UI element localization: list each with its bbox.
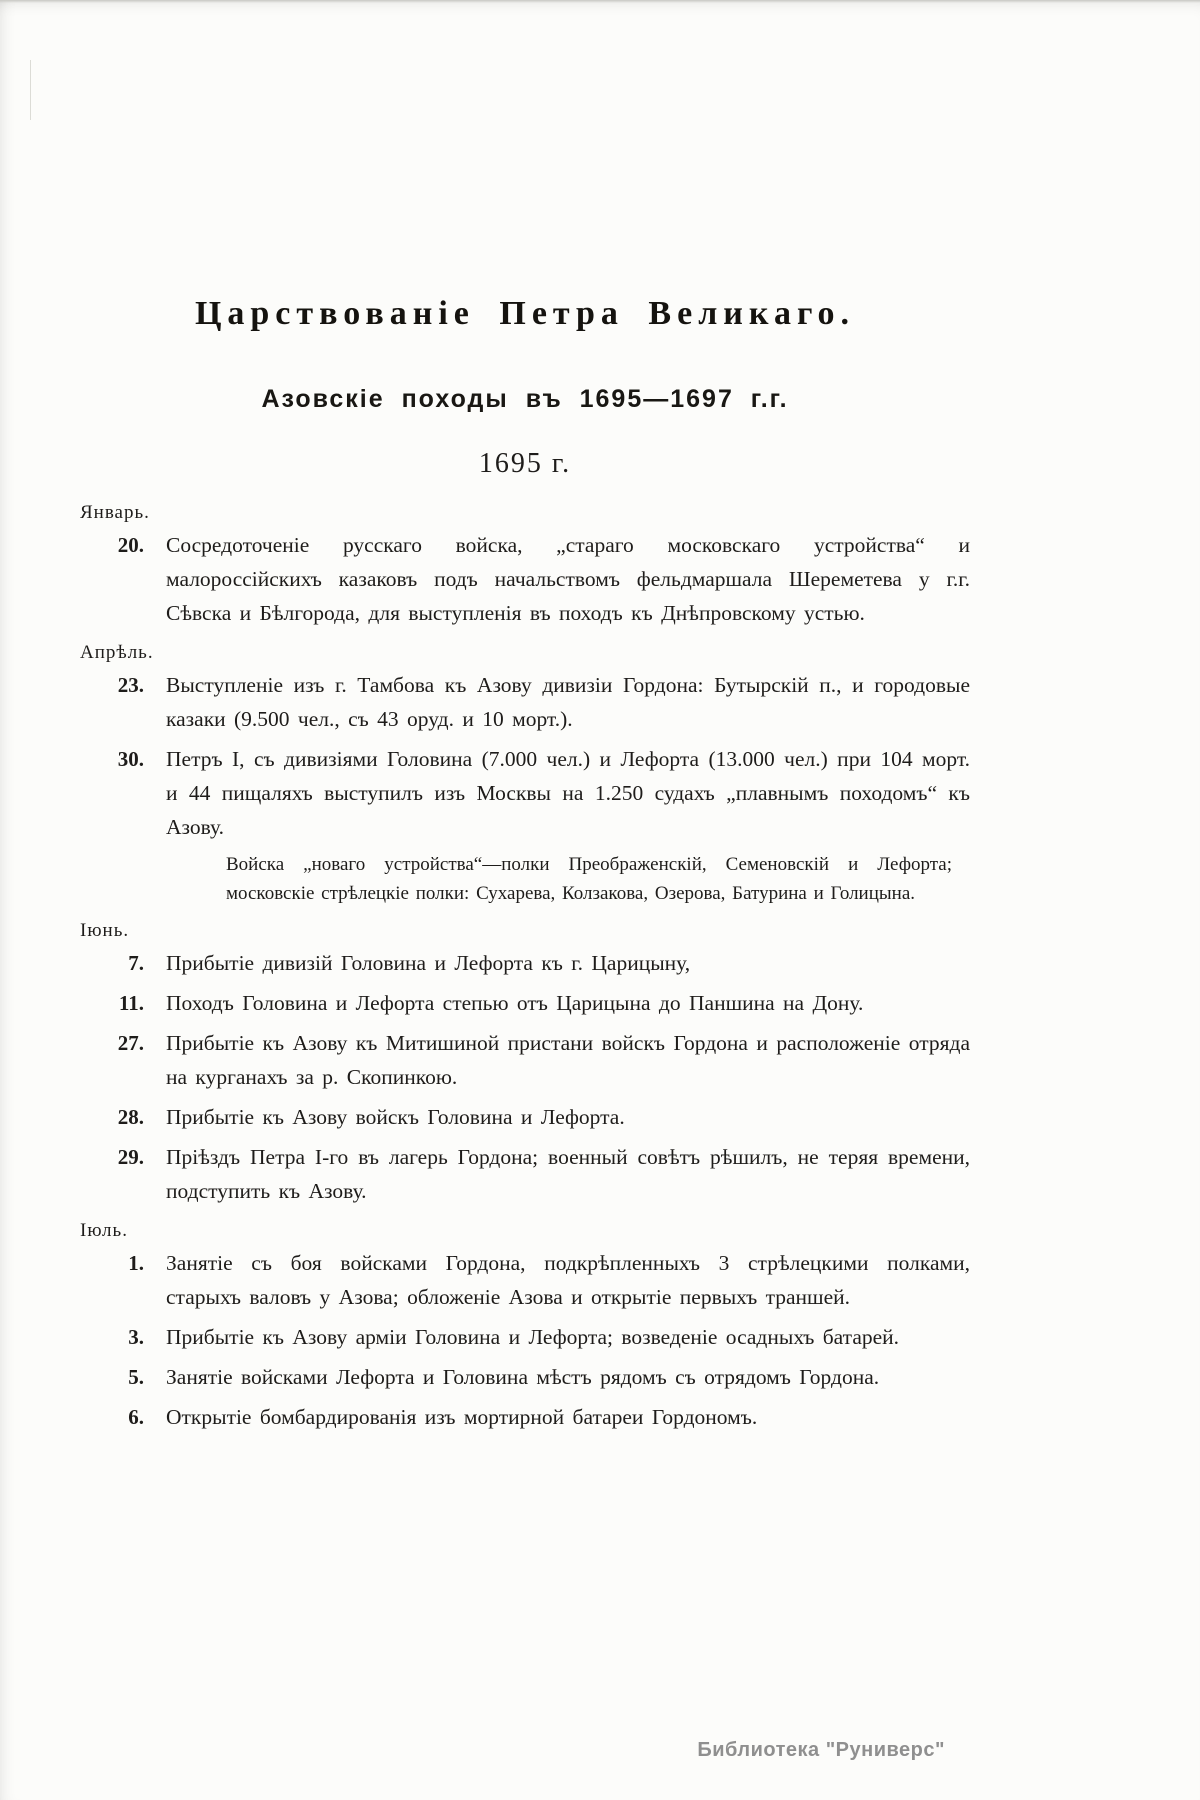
entry-day: 7. [128,951,144,975]
entry-day: 20. [117,533,144,557]
entry-day: 5. [128,1365,144,1389]
entry-day: 23. [117,673,144,697]
entry-text: Походъ Головина и Лефорта степью отъ Царицына до Паншина на Дону. [166,991,864,1015]
entry-day: 1. [128,1251,144,1275]
entry-row [80,1246,970,1314]
month-label: Іюль. [80,1220,128,1241]
entry-text: Выступленіе изъ г. Тамбова къ Азову дивизіи Гордона: Бутырскій п., и городовые казаки (9.500 чел., съ 43 оруд. и 10 морт.). [166,673,970,731]
month-section [80,642,970,908]
entry-row [80,986,970,1020]
entry-text: Прибытіе къ Азову войскъ Головина и Лефорта. [166,1105,625,1129]
entry-day: 30. [117,747,144,771]
entry-text: Петръ I, съ дивизіями Головина (7.000 чел.) и Лефорта (13.000 чел.) при 104 морт. и 44 пищаляхъ выступилъ изъ Москвы на 1.250 судахъ „плавнымъ походомъ“ къ Азову. [166,747,970,839]
entry-row [80,668,970,736]
entry-row [80,742,970,844]
scan-edge-top [0,0,1200,3]
entry-day: 29. [117,1145,144,1169]
entry-text: Пріѣздъ Петра I-го въ лагерь Гордона; военный совѣтъ рѣшилъ, не теряя времени, подступить къ Азову. [166,1145,970,1203]
page-title: Царствованіе Петра Великаго. [194,295,856,332]
entry-row [80,528,970,630]
entry-row [80,1140,970,1208]
entry-text: Занятіе съ боя войсками Гордона, подкрѣпленныхъ 3 стрѣлецкими полками, старыхъ валовъ у Азова; обложеніе Азова и открытіе первыхъ траншей. [166,1251,970,1309]
entry-text: Занятіе войсками Лефорта и Головина мѣстъ рядомъ съ отрядомъ Гордона. [166,1365,880,1389]
sections [80,502,970,1434]
month-label: Январь. [80,502,150,523]
entry-row [80,1400,970,1434]
entry-day: 27. [117,1031,144,1055]
entry-day: 11. [118,991,144,1015]
entry-list [80,668,970,908]
month-section [80,502,970,630]
scan-edge-left [30,60,31,120]
month-label: Іюнь. [80,920,130,941]
month-label: Апрѣль. [80,642,154,663]
entry-row [80,1100,970,1134]
entry-day: 6. [128,1405,144,1429]
entry-row [80,1360,970,1394]
month-section [80,920,970,1208]
entry-row [80,946,970,980]
entry-day: 3. [128,1325,144,1349]
entry-row [80,1320,970,1354]
page-subtitle: Азовскіе походы въ 1695—1697 г.г. [261,385,789,413]
entry-text: Прибытіе къ Азову арміи Головина и Лефорта; возведеніе осадныхъ батарей. [166,1325,900,1349]
entry-day: 28. [117,1105,144,1129]
month-section [80,1220,970,1434]
year-heading: 1695 г. [478,448,572,479]
entry-text: Открытіе бомбардированія изъ мортирной батареи Гордономъ. [166,1405,758,1429]
entry-list [80,946,970,1208]
entry-row [80,1026,970,1094]
page-content [80,295,970,1440]
footer-watermark: Библиотека "Руниверс" [697,1739,945,1761]
entry-note: Войска „новаго устройства“—полки Преображенскій, Семеновскій и Лефорта; московскіе стрѣлецкіе полки: Сухарева, Колзакова, Озерова, Батурина и Голицына. [226,854,952,904]
entry-list [80,528,970,630]
entry-text: Сосредоточеніе русскаго войска, „стараго московскаго устройства“ и малороссійскихъ казаковъ подъ начальствомъ фельдмаршала Шереметева у г.г. Сѣвска и Бѣлгорода, для выступленія въ походъ къ Днѣпровскому устью. [166,533,970,625]
entry-text: Прибытіе дивизій Головина и Лефорта къ г. Царицыну, [166,951,691,975]
entry-text: Прибытіе къ Азову къ Митишиной пристани войскъ Гордона и расположеніе отряда на курганахъ за р. Скопинкою. [166,1031,970,1089]
entry-list [80,1246,970,1434]
